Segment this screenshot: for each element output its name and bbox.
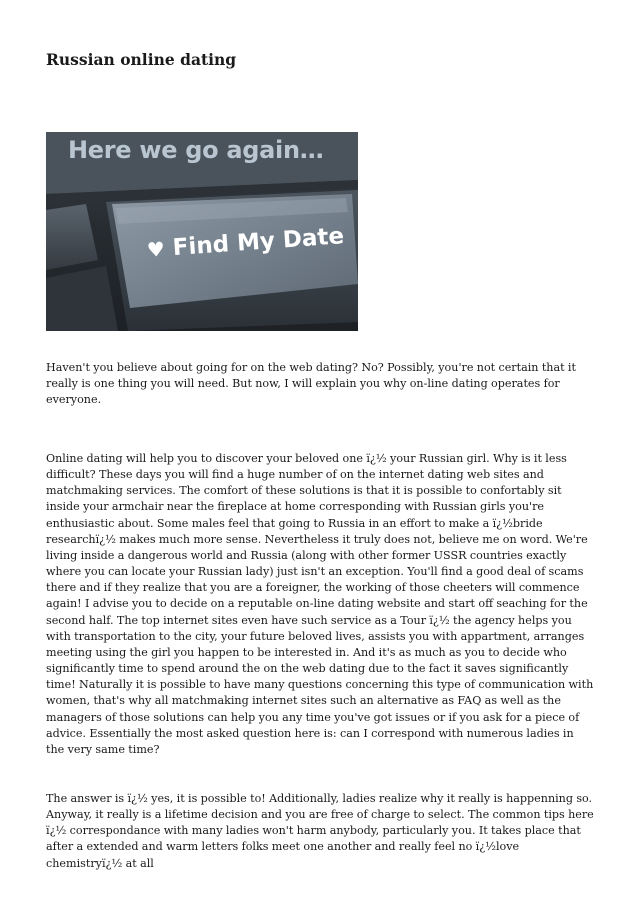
paragraph-2: Online dating will help you to discover your beloved one ï¿½ your Russian girl. Why is it less difficult? These days you will find a huge number of on the internet dating web sites and matchmaking services. The comfort of these solutions is that it is possible to confortably sit inside your armchair near the fireplace at home corresponding with Russian girls you're enthusiastic about. Some males feel that going to Russia in an effort to make a ï¿½bride researchï¿½ makes much more sense. Nevertheless it truly does not, believe me on word. We're living inside a dangerous world and Russia (along with other former USSR countries exactly where you can locate your Russian lady) just isn't an exception. You'll find a good deal of scams there and if they realize that you are a foreigner, the working of those cheeters will commence again! I advise you to decide on a reputable on-line dating website and start off seaching for the second half. The top internet sites even have such service as a Tour ï¿½ the agency helps you with transportation to the city, your future beloved lives, assists you with appartment, arranges meeting using the girl you happen to be interested in. And it's as much as you to decide who significantly time to spend around the on the web dating due to the fact it saves significantly time! Naturally it is possible to have many questions concerning this type of communication with women, that's why all matchmaking internet sites such an alternative as FAQ as well as the managers of those solutions can help you any time you've got issues or if you ask for a piece of advice. Essentially the most asked question here is: can I correspond with numerous ladies in the very same time? [46,452,594,756]
heart-icon: ♥ [146,236,166,262]
page-title: Russian online dating [46,50,237,69]
paragraph-1: Haven't you believe about going for on the web dating? No? Possibly, you're not certain that it really is one thing you will need. But now, I will explain you why on-line dating operates for everyone. [46,361,576,407]
key-text: Find My Date [171,223,345,262]
keyboard-photo [46,132,358,331]
photo-caption: Here we go again… [68,136,324,164]
paragraph-3: The answer is ï¿½ yes, it is possible to! Additionally, ladies realize why it really is happenning so. Anyway, it really is a lifetime decision and you are free of charge to select. The common tips here ï¿½ correspondance with many ladies won't harm anybody, particularly you. It takes place that after a extended and warm letters folks meet one another and really feel no ï¿½love chemistryï¿½ at all [46,792,594,870]
